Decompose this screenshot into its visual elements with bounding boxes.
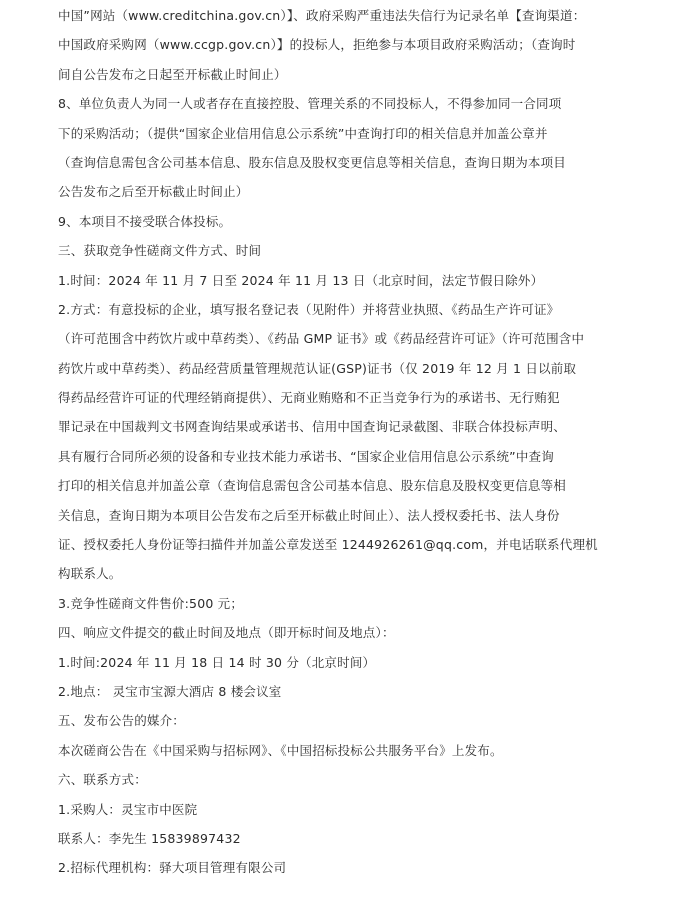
text-line: 1.采购人：灵宝市中医院: [58, 801, 198, 817]
text-line: 中国政府采购网（www.ccgp.gov.cn）】的投标人，拒绝参与本项目政府采购活动；（查询时: [58, 37, 576, 53]
text-line: 具有履行合同所必须的设备和专业技术能力承诺书、“国家企业信用信息公示系统”中查询: [58, 448, 554, 464]
section-heading: 五、发布公告的媒介：: [58, 713, 186, 729]
text-line: 罪记录在中国裁判文书网查询结果或承诺书、信用中国查询记录截图、非联合体投标声明、: [58, 419, 567, 435]
text-line: 下的采购活动；（提供“国家企业信用信息公示系统”中查询打印的相关信息并加盖公章并: [58, 125, 548, 141]
text-line: 公告发布之后至开标截止时间止）: [58, 184, 249, 200]
text-line: 1.时间：2024 年 11 月 7 日至 2024 年 11 月 13 日（北京时间，法定节假日除外）: [58, 272, 544, 288]
text-line: 2.招标代理机构：驿大项目管理有限公司: [58, 860, 287, 876]
text-line: 证、授权委托人身份证等扫描件并加盖公章发送至 1244926261@qq.com，并电话联系代理机: [58, 537, 598, 553]
text-line: （查询信息需包含公司基本信息、股东信息及股权变更信息等相关信息，查询日期为本项目: [58, 154, 567, 170]
text-line: 得药品经营许可证的代理经销商提供）、无商业贿赂和不正当竞争行为的承诺书、无行贿犯: [58, 390, 560, 406]
text-line: 2.方式：有意投标的企业，填写报名登记表（见附件）并将营业执照、《药品生产许可证》: [58, 301, 560, 317]
section-heading: 四、响应文件提交的截止时间及地点（即开标时间及地点）：: [58, 625, 395, 641]
text-line: 9、本项目不接受联合体投标。: [58, 213, 232, 229]
text-line: 关信息，查询日期为本项目公告发布之后至开标截止时间止）、法人授权委托书、法人身份: [58, 507, 560, 523]
contact-line: 联系人：李先生 15839897432: [58, 830, 241, 846]
text-line: 3.竞争性磋商文件售价:500 元；: [58, 595, 244, 611]
text-line: 间自公告发布之日起至开标截止时间止）: [58, 66, 287, 82]
text-line: 1.时间:2024 年 11 月 18 日 14 时 30 分（北京时间）: [58, 654, 376, 670]
section-heading: 三、获取竞争性磋商文件方式、时间: [58, 243, 262, 259]
text-line: 8、单位负责人为同一人或者存在直接控股、管理关系的不同投标人，不得参加同一合同项: [58, 96, 562, 112]
text-line: 打印的相关信息并加盖公章（查询信息需包含公司基本信息、股东信息及股权变更信息等相: [58, 478, 567, 494]
text-line: 药饮片或中草药类）、药品经营质量管理规范认证(GSP)证书（仅 2019 年 12 月 1 日以前取: [58, 360, 577, 376]
text-line: 中国”网站（www.creditchina.gov.cn）】、政府采购严重违法失信行为记录名单【查询渠道：: [58, 8, 586, 23]
text-line: （许可范围含中药饮片或中草药类）、《药品 GMP 证书》或《药品经营许可证》（许可范围含中: [58, 331, 585, 347]
text-line: 构联系人。: [58, 566, 122, 582]
text-line: 2.地点： 灵宝市宝源大酒店 8 楼会议室: [58, 683, 282, 699]
document-body: [58, 1, 598, 883]
section-heading: 六、联系方式：: [58, 772, 147, 788]
text-line: 本次磋商公告在《中国采购与招标网》、《中国招标投标公共服务平台》上发布。: [58, 742, 503, 758]
